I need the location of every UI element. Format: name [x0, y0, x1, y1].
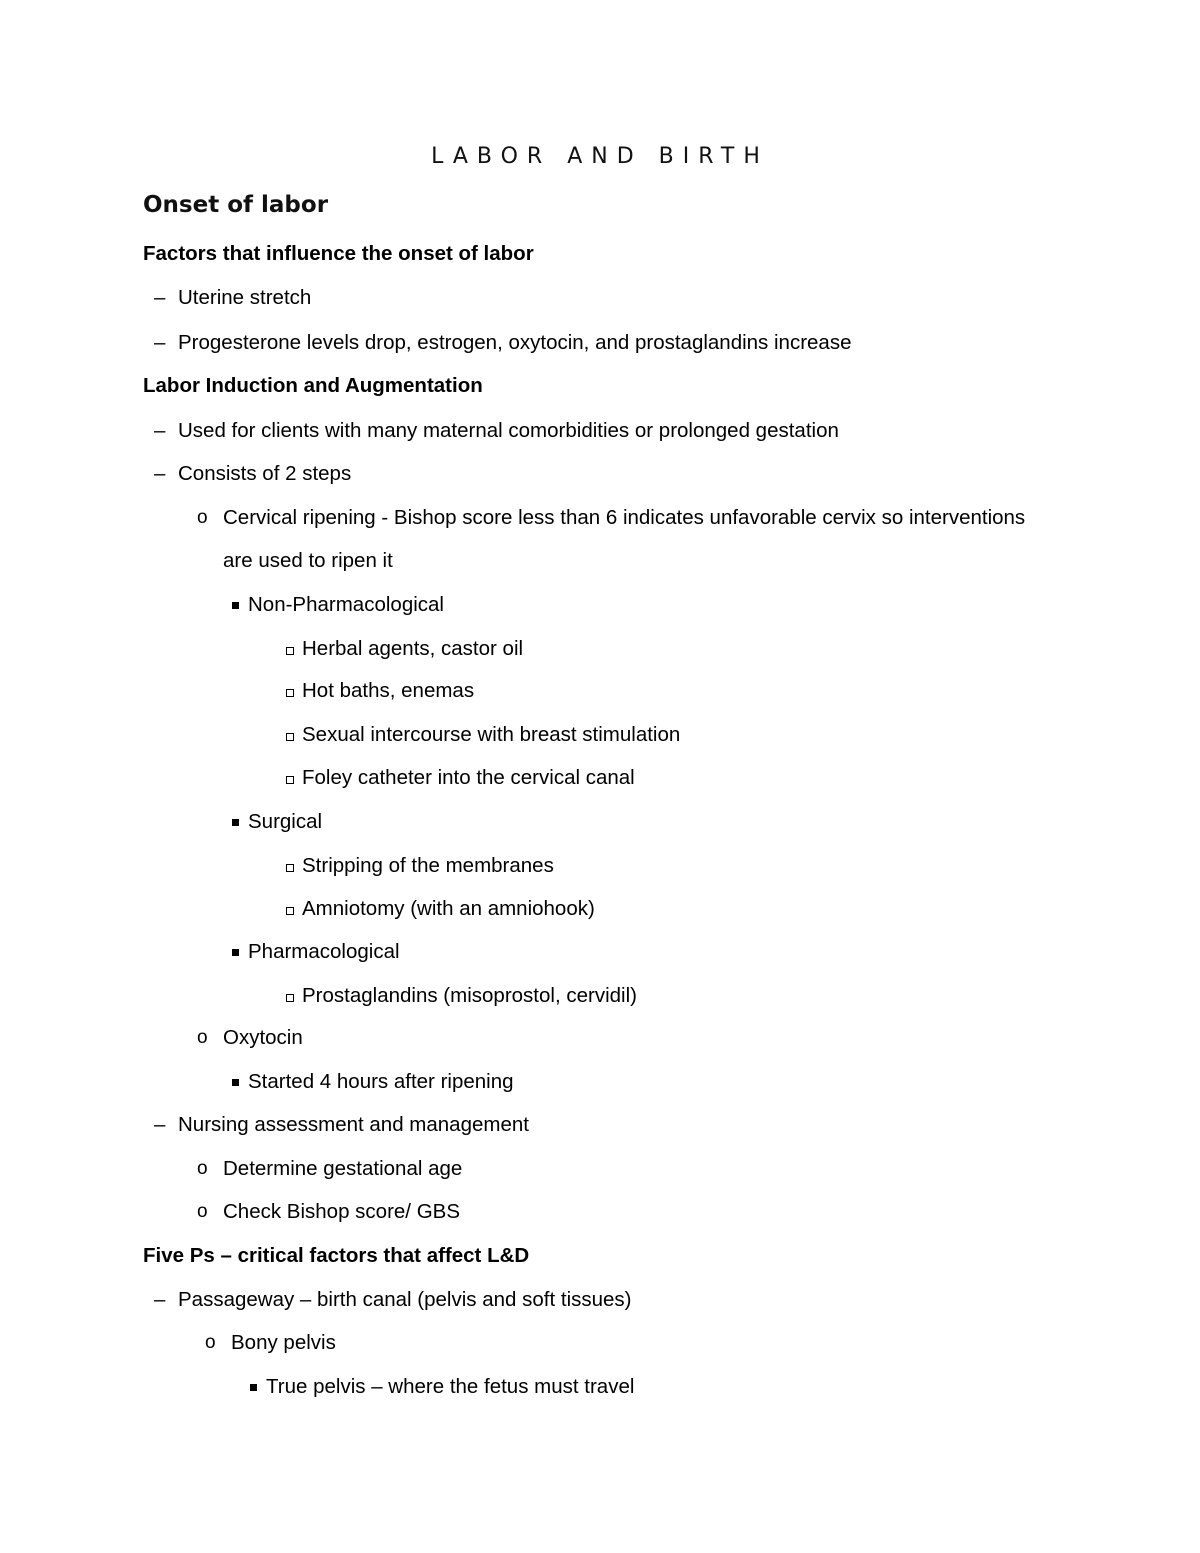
dash-bullet-icon: – [154, 1113, 166, 1136]
list-item [302, 678, 474, 704]
list-item [248, 592, 444, 618]
list-item-text: Uterine stretch [178, 286, 312, 309]
list-item [248, 939, 400, 965]
list-item-text: Prostaglandins (misoprostol, cervidil) [302, 984, 637, 1007]
list-item-text: Bony pelvis [231, 1331, 336, 1354]
list-item-continuation: are used to ripen it [223, 549, 393, 572]
hollow-square-bullet-icon [286, 776, 294, 784]
heading-factors: Factors that influence the onset of labor [143, 242, 534, 265]
list-item-text: Used for clients with many maternal comorbidities or prolonged gestation [178, 419, 839, 442]
list-item [302, 896, 595, 922]
list-item [197, 1025, 303, 1051]
list-item [302, 983, 637, 1009]
hollow-square-bullet-icon [286, 733, 294, 741]
circle-bullet-icon: o [197, 1201, 208, 1222]
square-bullet-icon [232, 819, 239, 826]
square-bullet-icon [232, 949, 239, 956]
list-item [197, 1156, 463, 1182]
heading-five-ps: Five Ps – critical factors that affect L&D [143, 1244, 530, 1267]
circle-bullet-icon: o [197, 507, 208, 528]
list-item-text: Surgical [248, 810, 323, 833]
list-item-text: Nursing assessment and management [178, 1113, 529, 1136]
dash-bullet-icon: – [154, 331, 166, 354]
list-item-text: Pharmacological [248, 940, 400, 963]
list-item [302, 636, 523, 662]
circle-bullet-icon: o [197, 1158, 208, 1179]
section-title: Onset of labor [143, 192, 329, 218]
list-item-text: Foley catheter into the cervical canal [302, 766, 635, 789]
list-item-text: Progesterone levels drop, estrogen, oxytocin, and prostaglandins increase [178, 331, 852, 354]
hollow-square-bullet-icon [286, 647, 294, 655]
list-item [197, 1199, 460, 1225]
list-item [302, 722, 680, 748]
list-item-text: Sexual intercourse with breast stimulation [302, 723, 681, 746]
square-bullet-icon [232, 602, 239, 609]
list-item-text: True pelvis – where the fetus must travel [266, 1375, 635, 1398]
list-item-text: Amniotomy (with an amniohook) [302, 897, 595, 920]
document-title: LABOR AND BIRTH [431, 144, 769, 169]
list-item-text: Hot baths, enemas [302, 679, 475, 702]
list-item-text: Consists of 2 steps [178, 462, 352, 485]
list-item-text: Determine gestational age [223, 1157, 463, 1180]
hollow-square-bullet-icon [286, 907, 294, 915]
list-item-text: Stripping of the membranes [302, 854, 554, 877]
circle-bullet-icon: o [197, 1027, 208, 1048]
list-item [154, 1287, 632, 1313]
list-item [205, 1330, 336, 1356]
list-item-text: Non-Pharmacological [248, 593, 444, 616]
square-bullet-icon [232, 1079, 239, 1086]
list-item [302, 765, 635, 791]
dash-bullet-icon: – [154, 419, 166, 442]
list-item [154, 461, 352, 487]
list-item [248, 809, 322, 835]
list-item-text: Check Bishop score/ GBS [223, 1200, 460, 1223]
list-item-text: Cervical ripening - Bishop score less than 6 indicates unfavorable cervix so interventions [223, 506, 1026, 529]
hollow-square-bullet-icon [286, 994, 294, 1002]
dash-bullet-icon: – [154, 462, 166, 485]
hollow-square-bullet-icon [286, 689, 294, 697]
list-item [154, 285, 312, 311]
list-item [266, 1374, 634, 1400]
hollow-square-bullet-icon [286, 864, 294, 872]
list-item-text: Herbal agents, castor oil [302, 637, 524, 660]
list-item [197, 505, 1026, 531]
list-item [154, 1112, 529, 1138]
square-bullet-icon [250, 1384, 257, 1391]
list-item-text: Passageway – birth canal (pelvis and soft tissues) [178, 1288, 632, 1311]
dash-bullet-icon: – [154, 286, 166, 309]
heading-induction: Labor Induction and Augmentation [143, 374, 483, 397]
list-item-text: Started 4 hours after ripening [248, 1070, 514, 1093]
list-item-text: Oxytocin [223, 1026, 303, 1049]
circle-bullet-icon: o [205, 1332, 216, 1353]
list-item [248, 1069, 514, 1095]
list-item [154, 418, 839, 444]
list-item [302, 853, 554, 879]
list-item [154, 330, 852, 356]
dash-bullet-icon: – [154, 1288, 166, 1311]
